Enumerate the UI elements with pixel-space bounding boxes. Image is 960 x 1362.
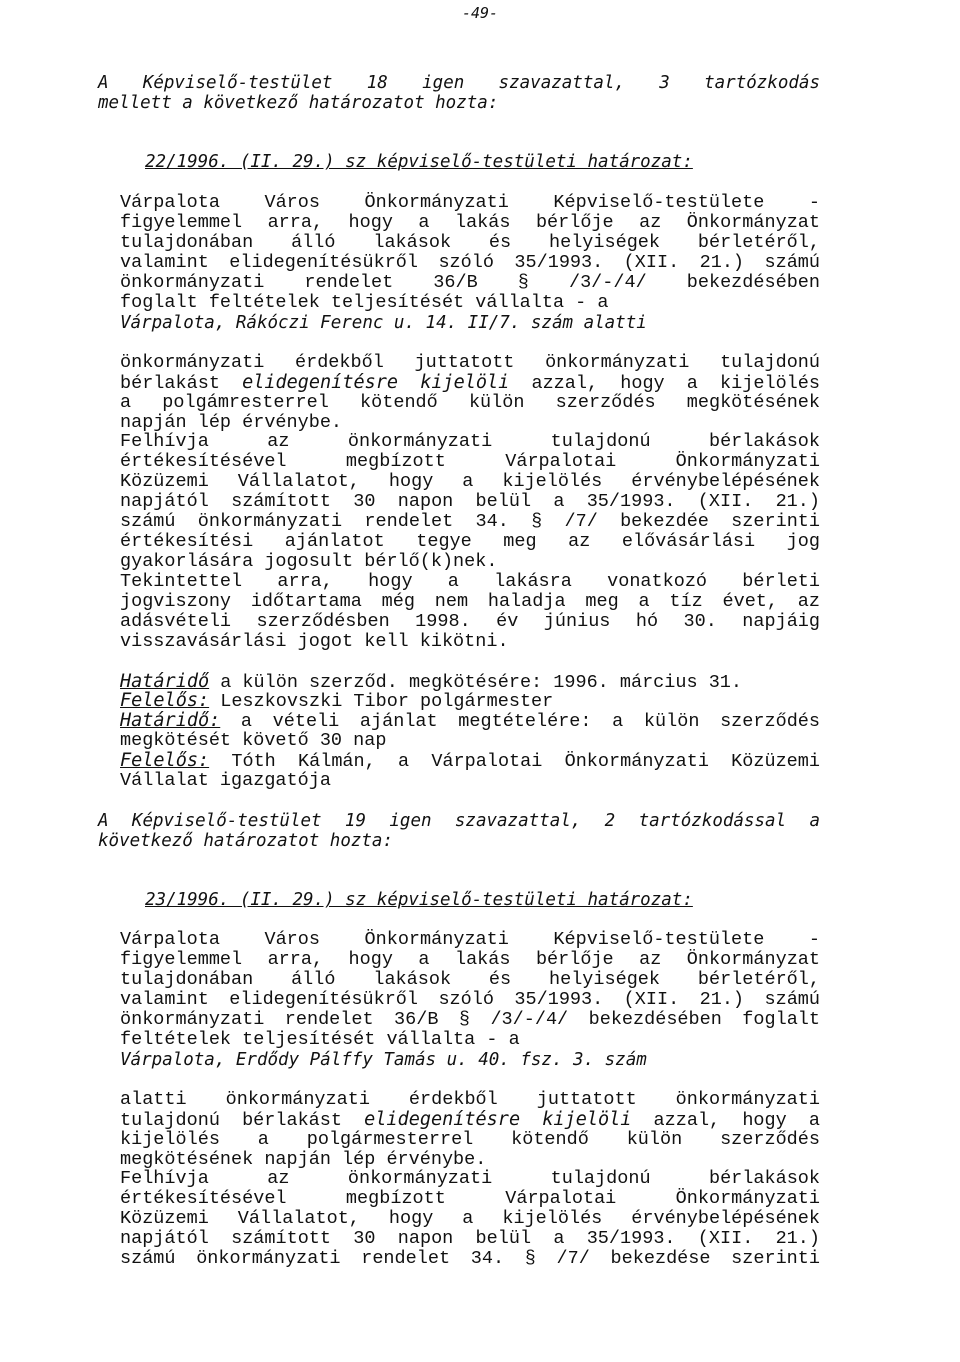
- text-line: figyelemmel arra, hogy a lakás bérlője az Önkormányzat: [120, 212, 820, 233]
- text-line: a polgámresterrel kötendő külön szerződés megkötésének: [120, 392, 820, 413]
- page-number: -49-: [461, 4, 499, 22]
- text-line: Tekintettel arra, hogy a lakásra vonatkozó bérleti: [120, 571, 820, 592]
- text-line: tulajdonában álló lakások és helyiségek bérletéről,: [120, 969, 820, 990]
- property-address: Várpalota, Erdődy Pálffy Tamás u. 40. fsz. 3. szám: [120, 1050, 647, 1070]
- text-segment: azzal, hogy a kijelölés: [509, 373, 820, 394]
- text-line: Várpalota Város Önkormányzati Képviselő-testülete -: [120, 192, 820, 213]
- text-line: számú önkormányzati rendelet 34. § /7/ bekezdée szerinti: [120, 511, 820, 532]
- text-line: valamint elidegenítésükről szóló 35/1993. (XII. 21.) számú: [120, 252, 820, 273]
- property-address: Várpalota, Rákóczi Ferenc u. 14. II/7. szám alatti: [120, 313, 647, 333]
- text-line: foglalt feltételek teljesítését vállalta - a: [120, 292, 609, 313]
- text-line: Közüzemi Vállalatot, hogy a kijelölés érvénybelépésének: [120, 1208, 820, 1229]
- text-line: Felhívja az önkormányzati tulajdonú bérlakások: [120, 431, 820, 452]
- deadline-label: Határidő: [120, 671, 210, 692]
- responsible-text: Leszkovszki Tibor polgármester: [209, 691, 554, 712]
- responsible-label: Felelős:: [120, 750, 210, 771]
- deadline-line: [120, 711, 820, 732]
- deadline-label: Határidő:: [120, 710, 221, 731]
- responsible-text: Tóth Kálmán, a Várpalotai Önkormányzati Közüzemi: [209, 751, 820, 772]
- vote-intro-line: A Képviselő-testület 19 igen szavazattal, 2 tartózkodással a: [98, 811, 820, 831]
- text-segment: tulajdonú bérlakást: [120, 1110, 365, 1131]
- text-line: napjától számított 30 napon belül a 35/1993. (XII. 21.): [120, 491, 820, 512]
- text-line: valamint elidegenítésükről szóló 35/1993. (XII. 21.) számú: [120, 989, 820, 1010]
- responsible-line: [120, 751, 820, 772]
- text-segment: azzal, hogy a: [631, 1110, 820, 1131]
- text-line: számú önkormányzati rendelet 34. § /7/ bekezdése szerinti: [120, 1248, 820, 1269]
- text-line: alatti önkormányzati érdekből juttatott önkormányzati: [120, 1089, 820, 1110]
- text-line: önkormányzati érdekből juttatott önkormányzati tulajdonú: [120, 352, 820, 373]
- deadline-continuation: megkötését követő 30 nap: [120, 730, 387, 751]
- text-line: feltételek teljesítését vállalta - a: [120, 1029, 520, 1050]
- vote-intro-line: A Képviselő-testület 18 igen szavazattal, 3 tartózkodás: [98, 73, 820, 93]
- responsible-continuation: Vállalat igazgatója: [120, 770, 331, 791]
- emphasis-text: elidegenítésre kijelöli: [242, 372, 510, 393]
- text-line: [120, 1110, 820, 1131]
- text-line: jogviszony időtartama még nem haladja meg a tíz évet, az: [120, 591, 820, 612]
- deadline-text: a külön szerződ. megkötésére: 1996. március 31.: [209, 672, 742, 693]
- text-line: önkormányzati rendelet 36/B § /3/-/4/ bekezdésében foglalt: [120, 1009, 820, 1030]
- resolution-title: 23/1996. (II. 29.) sz képviselő-testületi határozat:: [145, 890, 693, 910]
- text-line: figyelemmel arra, hogy a lakás bérlője az Önkormányzat: [120, 949, 820, 970]
- text-line: Közüzemi Vállalatot, hogy a kijelölés érvénybelépésének: [120, 471, 820, 492]
- resolution-title: 22/1996. (II. 29.) sz képviselő-testületi határozat:: [145, 152, 693, 172]
- text-line: kijelölés a polgármesterrel kötendő külön szerződés: [120, 1129, 820, 1150]
- responsible-line: [120, 691, 553, 712]
- text-line: értékesítésével megbízott Várpalotai Önkormányzati: [120, 1188, 820, 1209]
- vote-intro-line: következő határozatot hozta:: [98, 831, 394, 851]
- text-line: gyakorlására jogosult bérlő(k)nek.: [120, 551, 498, 572]
- emphasis-text: elidegenítésre kijelöli: [364, 1109, 632, 1130]
- text-line: önkormányzati rendelet 36/B § /3/-/4/ bekezdésében: [120, 272, 820, 293]
- deadline-line: [120, 672, 742, 693]
- deadline-text: a vételi ajánlat megtételére: a külön szerződés: [220, 711, 820, 732]
- text-line: napjától számított 30 napon belül a 35/1993. (XII. 21.): [120, 1228, 820, 1249]
- text-line: értékesítési ajánlatot tegye meg az elővásárlási jog: [120, 531, 820, 552]
- text-line: értékesítésével megbízott Várpalotai Önkormányzati: [120, 451, 820, 472]
- responsible-label: Felelős:: [120, 690, 210, 711]
- text-line: Felhívja az önkormányzati tulajdonú bérlakások: [120, 1168, 820, 1189]
- text-line: adásvételi szerződésben 1998. év június hó 30. napjáig: [120, 611, 820, 632]
- vote-intro-line: mellett a következő határozatot hozta:: [98, 93, 499, 113]
- text-line: napján lép érvénybe.: [120, 412, 343, 433]
- text-line: megkötésének napján lép érvénybe.: [120, 1149, 487, 1170]
- text-line: tulajdonában álló lakások és helyiségek bérletéről,: [120, 232, 820, 253]
- text-line: visszavásárlási jogot kell kikötni.: [120, 631, 509, 652]
- text-segment: bérlakást: [120, 373, 243, 394]
- text-line: [120, 373, 820, 394]
- text-line: Várpalota Város Önkormányzati Képviselő-testülete -: [120, 929, 820, 950]
